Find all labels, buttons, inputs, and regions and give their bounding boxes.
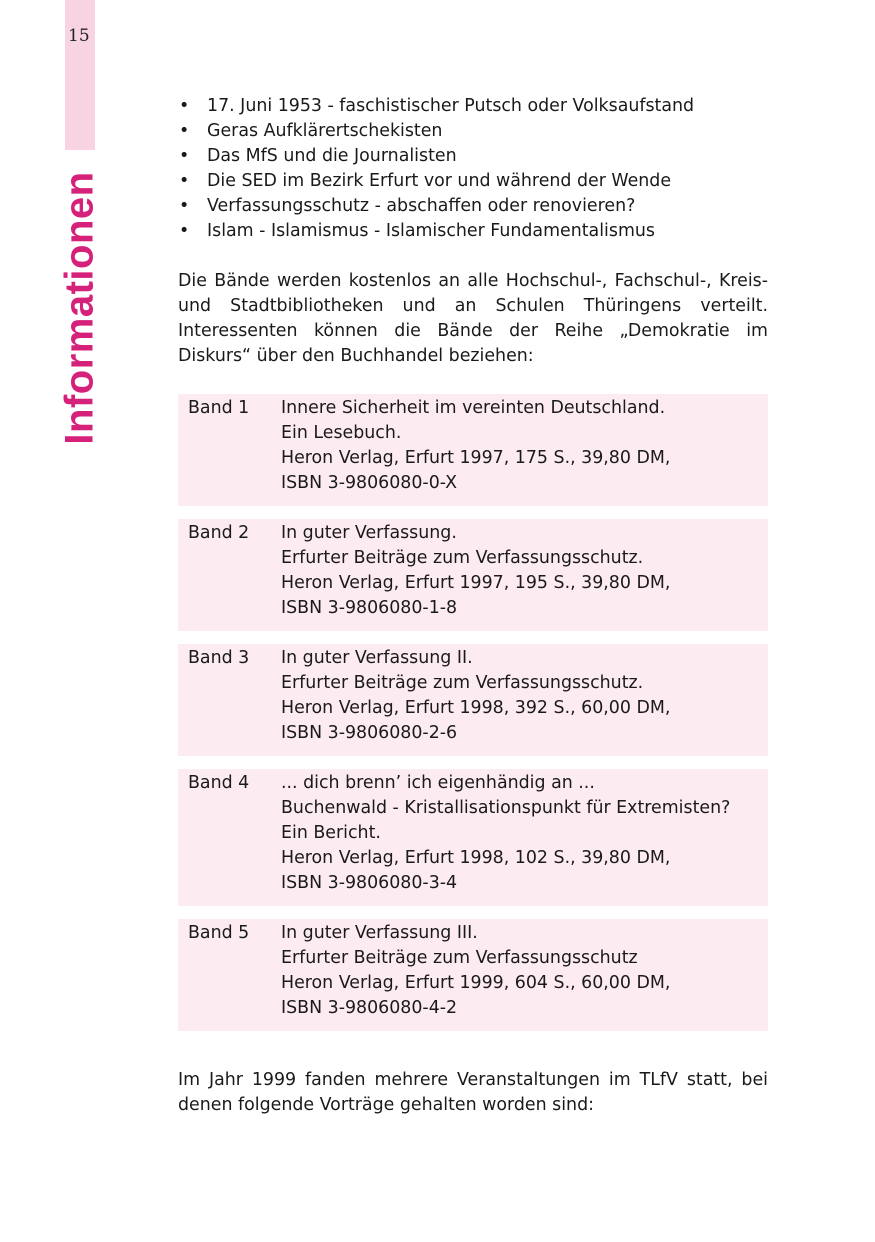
list-item: • Geras Aufklärertschekisten bbox=[178, 119, 768, 144]
band-subtitle: Buchenwald - Kristallisationspunkt für Extremisten? bbox=[281, 798, 731, 818]
band-publisher: Heron Verlag, Erfurt 1998, 392 S., 60,00 DM, bbox=[281, 698, 671, 718]
list-item: • Das MfS und die Journalisten bbox=[178, 144, 768, 169]
band-details bbox=[281, 521, 768, 621]
intro-paragraph: Die Bände werden kostenlos an alle Hochschul-, Fachschul-, Kreis- und Stadtbibliotheken und an Schulen Thüringens verteilt. Interessenten können die Bände der Reihe „Demokratie im Diskurs“ über den Buchhandel beziehen: bbox=[178, 271, 768, 366]
band-details bbox=[281, 771, 768, 896]
band-publisher: Heron Verlag, Erfurt 1999, 604 S., 60,00 DM, bbox=[281, 973, 671, 993]
band-publisher: Heron Verlag, Erfurt 1997, 175 S., 39,80 DM, bbox=[281, 448, 671, 468]
band-details bbox=[281, 646, 768, 746]
band-entry bbox=[178, 519, 768, 631]
band-publisher: Heron Verlag, Erfurt 1998, 102 S., 39,80 DM, bbox=[281, 848, 671, 868]
band-entry bbox=[178, 769, 768, 906]
band-subtitle: Erfurter Beiträge zum Verfassungsschutz bbox=[281, 948, 638, 968]
band-title: In guter Verfassung III. bbox=[281, 923, 478, 943]
side-color-bar bbox=[65, 0, 95, 150]
band-title: In guter Verfassung. bbox=[281, 523, 457, 543]
list-item: • Verfassungsschutz - abschaffen oder renovieren? bbox=[178, 194, 768, 219]
band-details bbox=[281, 921, 768, 1021]
band-label: Band 2 bbox=[188, 523, 250, 543]
list-item: • 17. Juni 1953 - faschistischer Putsch oder Volksaufstand bbox=[178, 94, 768, 119]
band-entry bbox=[178, 394, 768, 506]
band-label: Band 4 bbox=[188, 773, 250, 793]
page-content bbox=[178, 94, 768, 1118]
band-isbn: ISBN 3-9806080-2-6 bbox=[281, 723, 458, 743]
topic-list bbox=[178, 94, 768, 244]
outro-paragraph: Im Jahr 1999 fanden mehrere Veranstaltungen im TLfV statt, bei denen folgende Vorträge gehalten worden sind: bbox=[178, 1070, 768, 1115]
band-title: In guter Verfassung II. bbox=[281, 648, 473, 668]
band-list bbox=[178, 394, 768, 1031]
band-entry bbox=[178, 919, 768, 1031]
band-label: Band 1 bbox=[188, 398, 250, 418]
band-isbn: ISBN 3-9806080-4-2 bbox=[281, 998, 458, 1018]
band-subtitle: Ein Bericht. bbox=[281, 823, 381, 843]
band-isbn: ISBN 3-9806080-0-X bbox=[281, 473, 458, 493]
band-label: Band 5 bbox=[188, 923, 250, 943]
band-subtitle: Erfurter Beiträge zum Verfassungsschutz. bbox=[281, 673, 644, 693]
band-subtitle: Ein Lesebuch. bbox=[281, 423, 402, 443]
band-isbn: ISBN 3-9806080-1-8 bbox=[281, 598, 458, 618]
band-details bbox=[281, 396, 768, 496]
band-title: ... dich brenn’ ich eigenhändig an ... bbox=[281, 773, 595, 793]
band-isbn: ISBN 3-9806080-3-4 bbox=[281, 873, 458, 893]
band-subtitle: Erfurter Beiträge zum Verfassungsschutz. bbox=[281, 548, 644, 568]
band-publisher: Heron Verlag, Erfurt 1997, 195 S., 39,80 DM, bbox=[281, 573, 671, 593]
list-item: • Islam - Islamismus - Islamischer Fundamentalismus bbox=[178, 219, 768, 244]
band-title: Innere Sicherheit im vereinten Deutschland. bbox=[281, 398, 666, 418]
band-entry bbox=[178, 644, 768, 756]
band-label: Band 3 bbox=[188, 648, 250, 668]
list-item: • Die SED im Bezirk Erfurt vor und während der Wende bbox=[178, 169, 768, 194]
section-side-title: Informationen bbox=[57, 171, 102, 445]
page-number: 15 bbox=[68, 26, 90, 46]
